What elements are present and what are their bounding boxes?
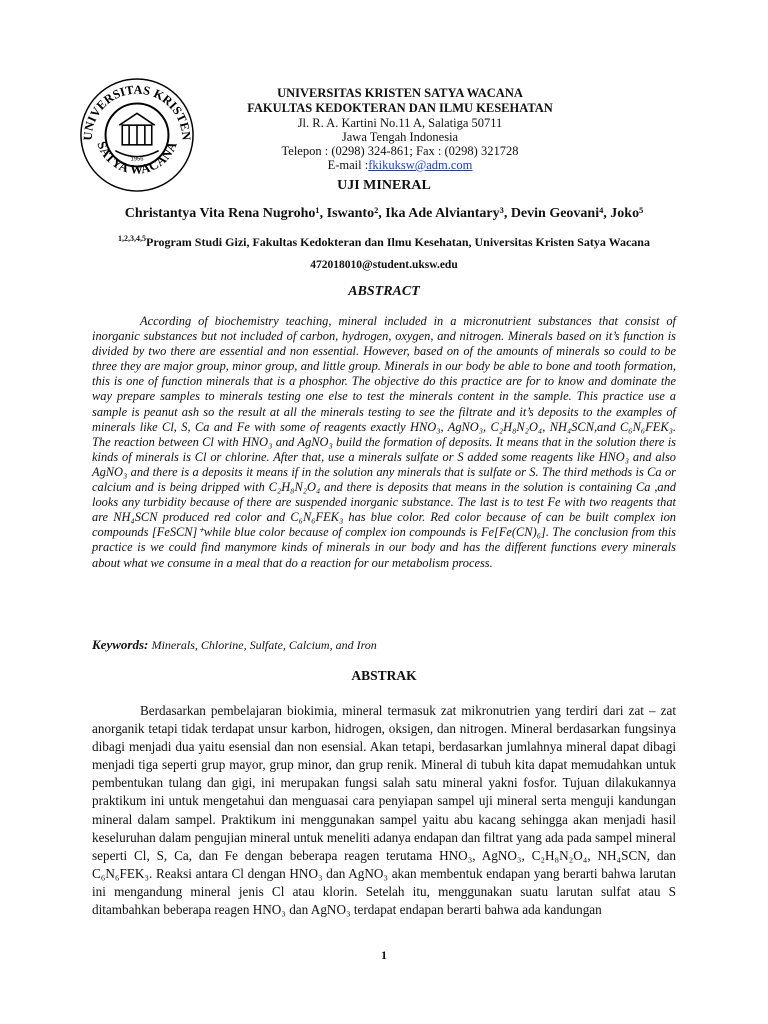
- author-list: Christantya Vita Rena Nugroho¹, Iswanto², Ika Ade Alviantary³, Devin Geovani⁴, Joko⁵: [124, 206, 644, 221]
- email-link[interactable]: fkikuksw@adm.com: [368, 158, 473, 172]
- faculty-name: FAKULTAS KEDOKTERAN DAN ILMU KESEHATAN: [247, 101, 553, 115]
- address-line: Jl. R. A. Kartini No.11 A, Salatiga 50711: [297, 116, 503, 130]
- keywords-label: Keywords:: [92, 637, 149, 652]
- university-name: UNIVERSITAS KRISTEN SATYA WACANA: [277, 86, 523, 100]
- email-line: [200, 158, 600, 173]
- affiliation-text: Program Studi Gizi, Fakultas Kedokteran dan Ilmu Kesehatan, Universitas Kristen Satya Wacana: [146, 235, 650, 249]
- region-line: Jawa Tengah Indonesia: [341, 130, 459, 144]
- paper-title: UJI MINERAL: [337, 178, 431, 193]
- logo-text-top: UNIVERSITAS KRISTEN: [80, 82, 194, 141]
- page-number: 1: [381, 948, 387, 962]
- university-logo-icon: [78, 76, 196, 194]
- email-label: E-mail :: [327, 158, 369, 172]
- logo-year: 1956: [130, 156, 144, 163]
- phone-fax-line: Telepon : (0298) 324-861; Fax : (0298) 321728: [281, 144, 519, 158]
- contact-email: 472018010@student.uksw.edu: [310, 259, 458, 271]
- abstrak-heading: ABSTRAK: [351, 668, 417, 683]
- keywords-values: Minerals, Chlorine, Sulfate, Calcium, and Iron: [151, 638, 377, 652]
- affiliation-marks: 1,2,3,4,5: [118, 234, 147, 243]
- abstract-english: According of biochemistry teaching, mineral included in a micronutrient substances that consist of inorganic substances but not included of carbon, hydrogen, oxygen, and nitrogen. Minerals based on it’s function is divided by two there are essential and non essential. However, based on of the amounts of minerals so could to be three they are major group, minor group, and little group. Minerals in our body be able to bone and tooth formation, this is one of function minerals that is a phosphor. The objective do this practice are for to know and dominate the way prepare samples to minerals testing one else to test the minerals content in the sample. This practice use a sample is peanut ash so the result at all the minerals testing to see the filtrate and it’s deposits to the examples of minerals like Cl, S, Ca and Fe with some of reagents exactly HNO₃, AgNO₃, C₂H₈N₂O₄, NH₄SCN,and C₆N₆FEK₃. The reaction between Cl with HNO₃ and AgNO₃ build the formation of deposits. It means that in the solution there is kinds of minerals is Cl or chlorine. After that, use a minerals sulfate or S added some reagents like HNO₃ and also AgNO₃ and there is a deposits it means if in the solution any minerals that is sulfate or S. The third methods is Ca or calcium and is being dripped with C₂H₈N₂O₄ and there is deposits that means in the solution is containing Ca ,and looks any turbidity because of there are suspended inorganic substance. The last is to test Fe with two reagents that are NH₄SCN produced red color and C₆N₆FEK₃ has blue color. Red color because of can be built complex ion compounds [FeSCN]⁺while blue color because of complex ion compounds is Fe[Fe(CN)₆]. The conclusion from this practice is we could find manymore kinds of minerals in our body and has the different functions every minerals about what we consume in a meal that do a reaction for our metabolism process.: [92, 314, 676, 570]
- keywords: [92, 637, 676, 653]
- abstract-indonesian: Berdasarkan pembelajaran biokimia, mineral termasuk zat mikronutrien yang terdiri dari zat – zat anorganik tetapi tidak terdapat unsur karbon, hidrogen, oksigen, dan nitrogen. Mineral berdasarkan fungsinya dibagi menjadi dua yaitu esensial dan non esensial. Akan tetapi, berdasarkan jumlahnya mineral dapat dibagi menjadi tiga seperti grup mayor, grup minor, dan grup renik. Mineral di tubuh kita dapat memudahkan untuk pembentukan tulang dan gigi, ini merupakan fungsi salah satu mineral yakni fosfor. Tujuan dilakukannya praktikum ini untuk mengetahui dan menguasai cara penyiapan sampel uji mineral serta menguji kandungan mineral dalam sampel. Praktikum ini menggunakan sampel yaitu abu kacang sehingga akan menjadi hasil keseluruhan dalam pengujian mineral untuk meneliti adanya endapan dan filtrat yang ada pada sampel mineral seperti Cl, S, Ca, dan Fe dengan beberapa reagen terutama HNO₃, AgNO₃, C₂H₈N₂O₄, NH₄SCN, dan C₆N₆FEK₃. Reaksi antara Cl dengan HNO₃ dan AgNO₃ akan membentuk endapan yang berarti bahwa larutan ini mengandung mineral jenis Cl atau klorin. Setelah itu, menggunakan suatu larutan sulfat atau S ditambahkan beberapa reagen HNO₃ dan AgNO₃ terdapat endapan berarti bahwa ada kandungan: [92, 703, 676, 918]
- abstract-heading: ABSTRACT: [348, 284, 420, 299]
- affiliation: [80, 234, 688, 250]
- logo-text-bottom: SATYA WACANA: [94, 139, 180, 177]
